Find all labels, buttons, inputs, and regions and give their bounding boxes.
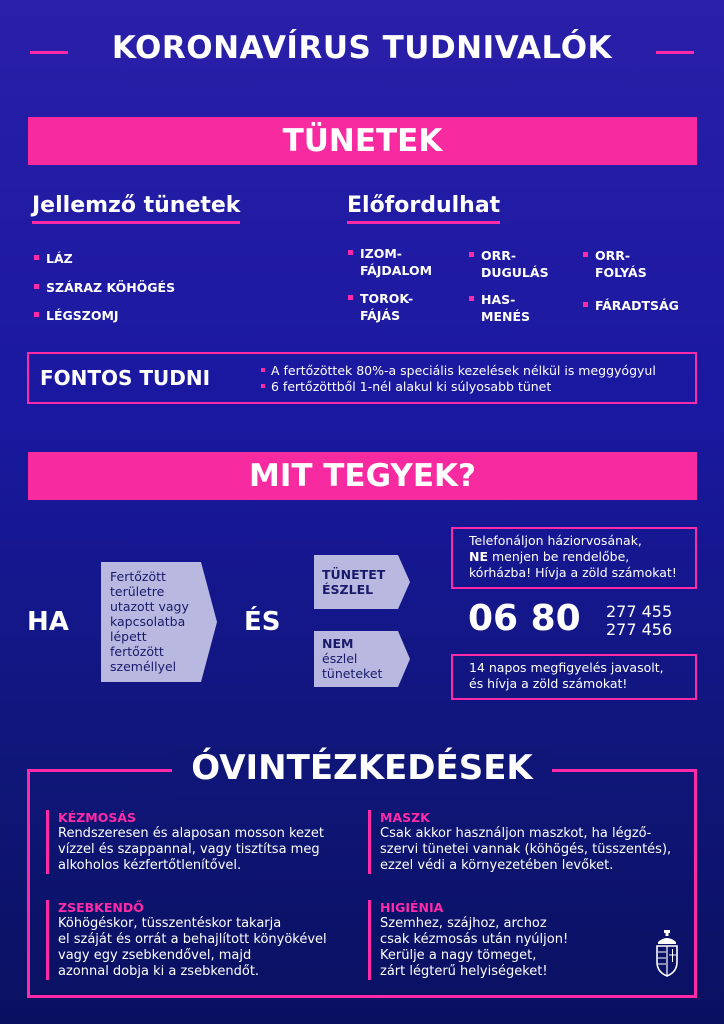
possible-symptom: IZOM- FÁJDALOM bbox=[360, 246, 433, 278]
condition-text: Fertőzött területre utazott vagy kapcsolatba lépett fertőzött személlyel bbox=[110, 569, 189, 674]
prevention-title: ÓVINTÉZKEDÉSEK bbox=[191, 748, 533, 788]
possible-symptom: ORR- FOLYÁS bbox=[595, 248, 647, 280]
prevention-item-handwashing: KÉZMOSÁS Rendszeresen és alaposan mosson kezet vízzel és szappannal, vagy tisztítsa meg alkoholos kézfertőtlenítővel. bbox=[46, 810, 346, 874]
possible-symptom: FÁRADTSÁG bbox=[595, 298, 679, 313]
call-doctor-box: Telefonáljon háziorvosának, NE menjen be rendelőbe, kórházba! Hívja a zöld számokat! bbox=[451, 527, 697, 589]
possible-symptom: ORR- DUGULÁS bbox=[481, 248, 549, 280]
prevention-item-mask: MASZK Csak akkor használjon maszkot, ha légző- szervi tünetei vannak (köhögés, tüsszentés), ezzel védi a környezetében levőket. bbox=[368, 810, 688, 874]
if-label: HA bbox=[27, 607, 69, 637]
symptoms-bar: TÜNETEK bbox=[28, 117, 697, 165]
typical-symptom: LÁZ bbox=[46, 251, 73, 266]
important-point: A fertőzöttek 80%-a speciális kezelések nélkül is meggyógyul bbox=[271, 363, 656, 378]
phone-prefix: 06 80 bbox=[468, 598, 581, 639]
prevention-item-tissue: ZSEBKENDŐ Köhögéskor, tüsszentéskor takarja el száját és orrát a behajlított könyökével vagy egy zsebkendővel, majd azonnal dobja ki a zsebkendőt. bbox=[46, 900, 346, 980]
and-label: ÉS bbox=[244, 607, 281, 637]
observation-box: 14 napos megfigyelés javasolt, és hívja a zöld számokat! bbox=[451, 654, 697, 700]
possible-symptom: TOROK- FÁJÁS bbox=[360, 291, 414, 323]
possible-symptoms-heading: Előfordulhat bbox=[347, 193, 500, 224]
typical-symptom: SZÁRAZ KÖHÖGÉS bbox=[46, 280, 176, 295]
page-title: KORONAVÍRUS TUDNIVALÓK bbox=[111, 30, 613, 66]
prevention-item-hygiene: HIGIÉNIA Szemhez, szájhoz, archoz csak kézmosás után nyúljon! Kerülje a nagy tömeget, zárt légterű helyiségeket! bbox=[368, 900, 628, 980]
coat-of-arms-icon bbox=[654, 930, 680, 978]
symptom-yes-text: TÜNETET ÉSZLEL bbox=[322, 567, 386, 597]
possible-symptom: HAS- MENÉS bbox=[481, 292, 530, 324]
important-label: FONTOS TUDNI bbox=[40, 366, 211, 390]
important-point: 6 fertőzöttből 1-nél alakul ki súlyosabb tünet bbox=[271, 379, 552, 394]
what-to-do-bar: MIT TEGYEK? bbox=[28, 452, 697, 500]
symptom-no-text: NEM észlel tüneteket bbox=[322, 636, 383, 681]
typical-symptom: LÉGSZOMJ bbox=[46, 308, 119, 323]
typical-symptoms-heading: Jellemző tünetek bbox=[32, 193, 240, 224]
phone-numbers: 277 455 277 456 bbox=[606, 602, 673, 639]
